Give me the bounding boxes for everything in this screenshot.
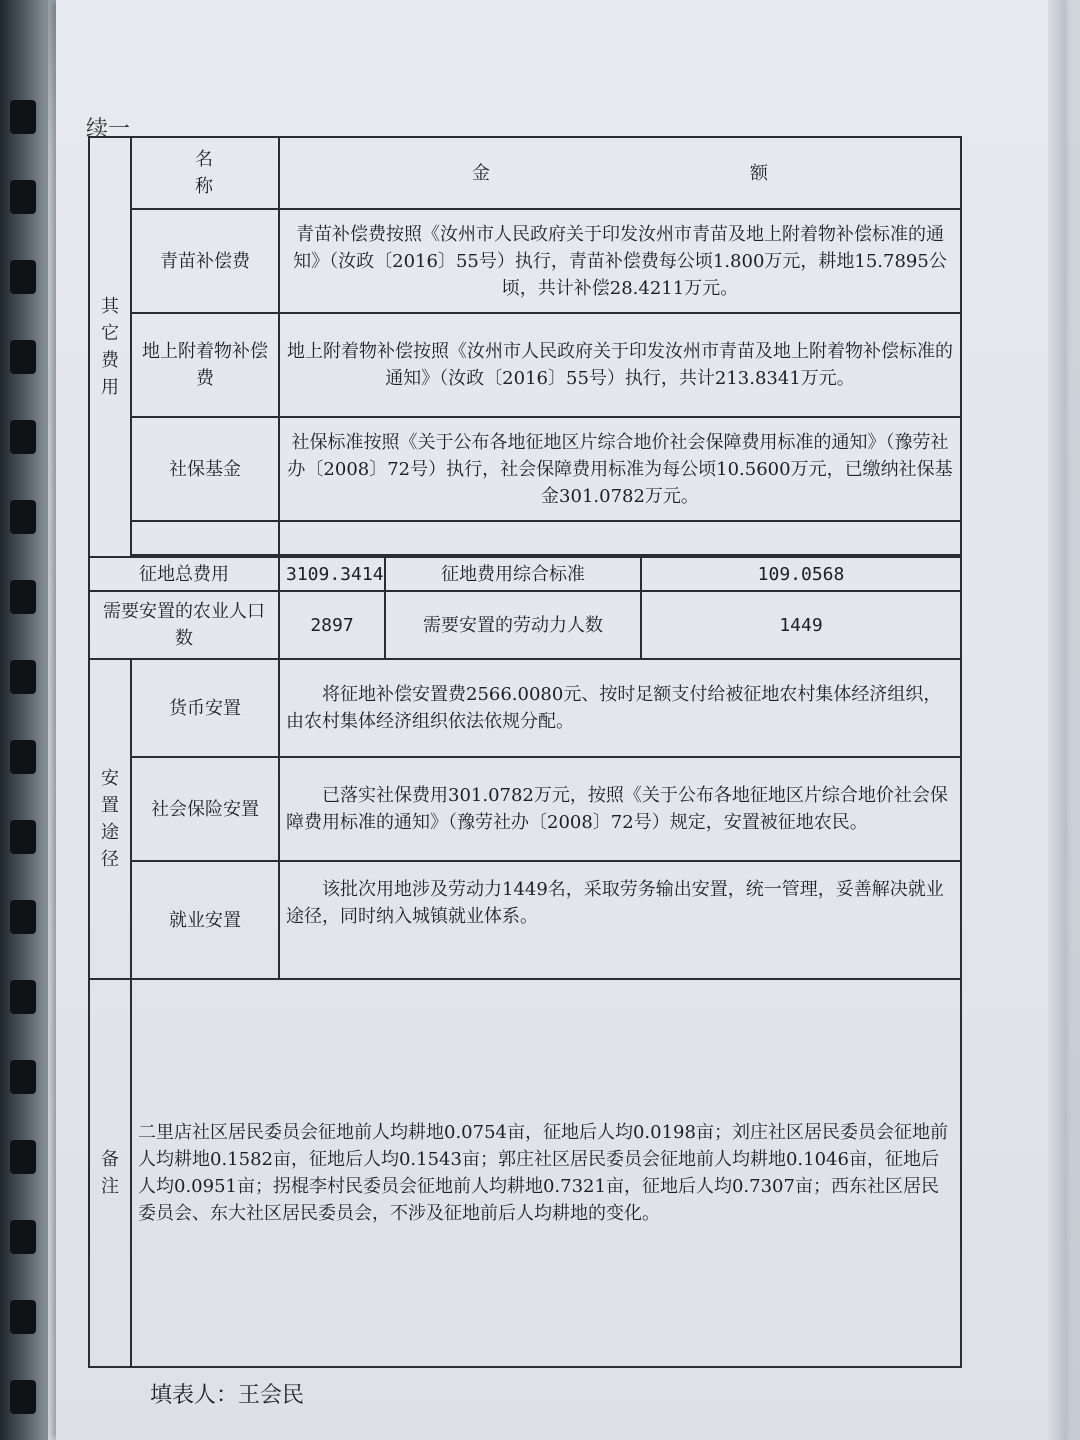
binder-ring (10, 1140, 36, 1174)
page-edge (1048, 0, 1066, 1440)
binder-ring (10, 740, 36, 774)
total-fee-row (89, 557, 961, 591)
fee-name: 社保基金 (131, 417, 279, 521)
resettlement-row-employment (89, 861, 961, 979)
fee-name (131, 521, 279, 555)
binder-ring (10, 1060, 36, 1094)
resettlement-name: 社会保险安置 (131, 757, 279, 861)
filler-name: 王会民 (238, 1383, 305, 1408)
fee-row-attachments (89, 313, 961, 417)
population-value: 2897 (279, 591, 385, 659)
compensation-table (88, 136, 962, 1368)
filler-label: 填表人： (150, 1383, 239, 1408)
total-fee-value: 3109.3414 (279, 557, 385, 591)
form-filler (150, 1378, 304, 1409)
fee-row-green-crops (89, 209, 961, 313)
binder-ring (10, 1300, 36, 1334)
binder-ring (10, 1380, 36, 1414)
binder-ring (10, 500, 36, 534)
resettlement-description: 该批次用地涉及劳动力1449名，采取劳务输出安置，统一管理，妥善解决就业途径，同时纳入城镇就业体系。 (279, 861, 961, 979)
binder-ring (10, 580, 36, 614)
binder-spine (0, 0, 48, 1440)
resettlement-name: 就业安置 (131, 861, 279, 979)
fee-row-social-security (89, 417, 961, 521)
fee-description (279, 521, 961, 555)
remarks-row (89, 979, 961, 1367)
header-name-cell: 名 称 (131, 137, 279, 209)
resettlement-name: 货币安置 (131, 659, 279, 757)
resettlement-category: 安 置 途 径 (89, 659, 131, 979)
total-fee-label: 征地总费用 (89, 557, 279, 591)
header-amount-cell: 金 额 (279, 137, 961, 209)
continuation-label: 续一 (86, 117, 131, 142)
fee-name: 青苗补偿费 (131, 209, 279, 313)
binder-ring (10, 1220, 36, 1254)
remarks-category: 备 注 (89, 979, 131, 1367)
binder-ring (10, 420, 36, 454)
binder-ring (10, 660, 36, 694)
other-fees-category: 其 它 费 用 (89, 137, 131, 557)
standard-label: 征地费用综合标准 (385, 557, 641, 591)
fee-row-empty (89, 521, 961, 555)
table-header-row (89, 137, 961, 209)
standard-value: 109.0568 (641, 557, 961, 591)
labor-value: 1449 (641, 591, 961, 659)
population-row (89, 591, 961, 659)
fee-description: 社保标准按照《关于公布各地征地区片综合地价社会保障费用标准的通知》（豫劳社办〔2008〕72号）执行，社会保障费用标准为每公顷10.5600万元，已缴纳社保基金301.0782万元。 (279, 417, 961, 521)
binder-ring (10, 900, 36, 934)
remarks-text: 二里店社区居民委员会征地前人均耕地0.0754亩，征地后人均0.0198亩；刘庄社区居民委员会征地前人均耕地0.1582亩，征地后人均0.1543亩；郭庄社区居民委员会征地前人均耕地0.1046亩，征地后人均0.0951亩；拐棍李村民委员会征地前人均耕地0.7321亩，征地后人均0.7307亩；西东社区居民委员会、东大社区居民委员会，不涉及征地前后人均耕地的变化。 (131, 979, 961, 1367)
binder-ring (10, 340, 36, 374)
resettlement-description: 已落实社保费用301.0782万元，按照《关于公布各地征地区片综合地价社会保障费用标准的通知》（豫劳社办〔2008〕72号）规定，安置被征地农民。 (279, 757, 961, 861)
binder-ring (10, 260, 36, 294)
labor-label: 需要安置的劳动力人数 (385, 591, 641, 659)
resettlement-row-insurance (89, 757, 961, 861)
resettlement-row-monetary (89, 659, 961, 757)
resettlement-description: 将征地补偿安置费2566.0080元、按时足额支付给被征地农村集体经济组织，由农村集体经济组织依法依规分配。 (279, 659, 961, 757)
binder-ring (10, 100, 36, 134)
binder-ring (10, 980, 36, 1014)
fee-description: 地上附着物补偿按照《汝州市人民政府关于印发汝州市青苗及地上附着物补偿标准的通知》（汝政〔2016〕55号）执行，共计213.8341万元。 (279, 313, 961, 417)
binder-ring (10, 820, 36, 854)
fee-description: 青苗补偿费按照《汝州市人民政府关于印发汝州市青苗及地上附着物补偿标准的通知》（汝政〔2016〕55号）执行，青苗补偿费每公顷1.800万元，耕地15.7895公顷，共计补偿28.4211万元。 (279, 209, 961, 313)
population-label: 需要安置的农业人口数 (89, 591, 279, 659)
fee-name: 地上附着物补偿费 (131, 313, 279, 417)
binder-ring (10, 180, 36, 214)
